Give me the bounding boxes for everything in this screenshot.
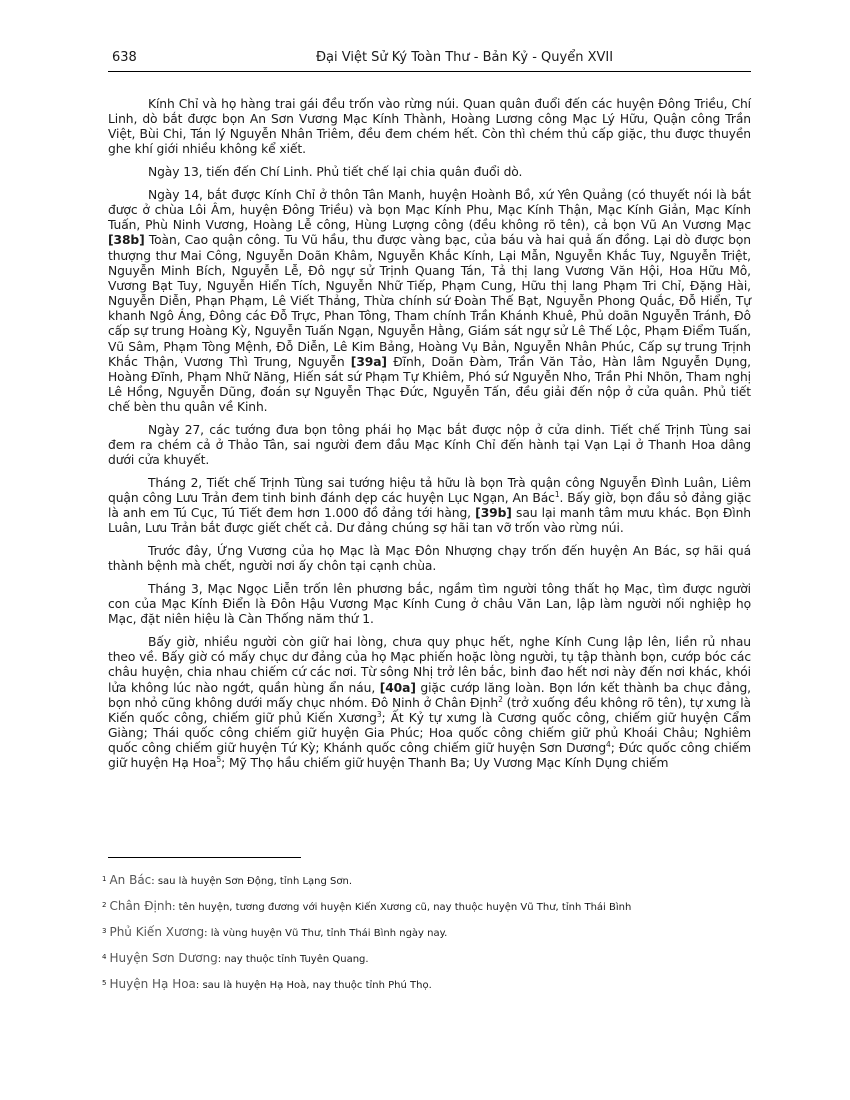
- paragraph-2: Ngày 13, tiến đến Chí Linh. Phủ tiết chế lại chia quân đuổi dò.: [148, 165, 523, 180]
- footnote-number: 1: [102, 875, 107, 883]
- footnote-text: : sau là huyện Sơn Động, tỉnh Lạng Sơn.: [151, 876, 353, 887]
- paragraph-6: Trước đây, Ứng Vương của họ Mạc là Mạc Đôn Nhượng chạy trốn đến huyện An Bác, sợ hãi quá thành bệnh mà chết, người nơi ấy chôn tại cạnh chùa.: [108, 544, 751, 574]
- footnote-text: : là vùng huyện Vũ Thư, tỉnh Thái Bình ngày nay.: [204, 928, 448, 939]
- text-run: (trở xuống đều không rõ tên), tự xưng là Kiến quốc công, chiếm giữ phủ Kiến Xương: [108, 695, 751, 725]
- body-text: [108, 97, 751, 779]
- footnote-ref[interactable]: 1: [554, 490, 560, 500]
- text-run: Ngày 14, bắt được Kính Chỉ ở thôn Tân Manh, huyện Hoành Bồ, xứ Yên Quảng (có thuyết nói là bắt được ở chùa Lôi Âm, huyện Đông Triều) và bọn Mạc Kính Phu, Mạc Kính Thận, Mạc Kính Giản, Mạc Kính Tuấn, Phù Ninh Vương, Hoàng Lễ công, Hùng Lượng công (đều không rõ tên), cả bọn Vũ An Vương Mạc: [108, 187, 751, 233]
- footnote: [102, 872, 762, 889]
- footnote-text: : tên huyện, tương đương với huyện Kiến Xương cũ, nay thuộc huyện Vũ Thư, tỉnh Thái Bình: [172, 902, 632, 913]
- footnote-text: : sau là huyện Hạ Hoà, nay thuộc tỉnh Phú Thọ.: [195, 980, 432, 991]
- text-run: Đĩnh, Doãn Đàm, Trần Văn Tảo, Hàn lâm Nguyễn Dụng, Hoàng Đĩnh, Phạm Nhữ Năng, Hiến sát sứ Phạm Tự Khiêm, Phó sứ Nguyễn Nho, Trần Phi Nhõn, Tham nghị Lê Hồng, Nguyễn Dũng, đoán sự Nguyễn Thạc Đức, Nguyễn Tấn, đều giải đến nộp ở cửa quân. Phủ tiết chế bèn thu quân về Kinh.: [108, 354, 751, 415]
- text-run: . Bấy giờ, bọn đầu sỏ đảng giặc là anh em Tú Cục, Tú Tiết đem hơn 1.000 đồ đảng tới hàng,: [108, 491, 751, 521]
- footnote-term: An Bác: [109, 873, 152, 887]
- page-number: 638: [112, 50, 137, 65]
- footnote-term: Chân Định: [109, 899, 173, 913]
- text-run: ; Ất Kỷ tự xưng là Cương quốc công, chiếm giữ huyện Cẩm Giàng; Thái quốc công chiếm giữ huyện Gia Phúc; Hoa quốc công chiếm giữ phủ Khoái Châu; Nghiêm quốc công chiếm giữ huyện Tứ Kỳ; Khánh quốc công chiếm giữ huyện Sơn Dương: [108, 710, 751, 756]
- footnote: [102, 924, 762, 941]
- footnote-term: Huyện Sơn Dương: [109, 951, 218, 965]
- page-header: [108, 49, 751, 72]
- paragraph-1: Kính Chỉ và họ hàng trai gái đều trốn vào rừng núi. Quan quân đuổi đến các huyện Đông Triều, Chí Linh, dò bắt được bọn An Sơn Vương Mạc Kính Thành, Hoàng Lương công Mạc Lý Hữu, Quận công Trần Việt, Bùi Chi, Tán lý Nguyễn Nhân Triêm, đều đem chém hết. Còn thì chém thủ cấp giặc, thu được thuyền ghe khí giới nhiều không kể xiết.: [108, 97, 751, 157]
- footnote-number: 4: [102, 953, 107, 961]
- text-run: Toàn, Cao quận công. Tu Vũ hầu, thu được vàng bạc, của báu và hai quả ấn đồng. Lại dò được bọn thượng thư Mai Công, Nguyễn Doãn Khâm, Nguyễn Khắc Kính, Lại Mẫn, Nguyễn Khắc Tuy, Nguyễn Triệt, Nguyễn Minh Bích, Nguyễn Lễ, Đô ngự sử Trịnh Quang Tán, Tả thị lang Vương Văn Hội, Hoa Hữu Mô, Vương Bạt Tuy, Nguyễn Hiển Tích, Nguyễn Nhữ Tiếp, Phạm Cung, Hữu thị lang Phạm Tri Chỉ, Đặng Hài, Nguyễn Diễn, Phạn Phạm, Lê Viết Thảng, Thừa chính sứ Đoàn Thế Bạt, Nguyễn Phong Quắc, Đỗ Hiển, Tự khanh Ngô Áng, Đông các Đỗ Trực, Phan Tông, Tham chính Trần Khánh Khuê, Phủ doãn Nguyễn Tránh, Đô cấp sự trung Hoàng Kỳ, Nguyễn Tuấn Ngạn, Nguyễn Hằng, Giám sát ngự sử Lê Thế Lộc, Phạm Điểm Tuấn, Vũ Sâm, Phạm Tòng Mệnh, Đỗ Diễn, Lê Kim Bảng, Hoàng Vụ Bản, Nguyễn Nhân Phúc, Cấp sự trung Trịnh Khắc Thận, Vương Thì Trung, Nguyễn: [108, 233, 751, 369]
- text-run: Tháng 2, Tiết chế Trịnh Tùng sai tướng hiệu tả hữu là bọn Trà quận công Nguyễn Đình Luân, Liêm quận công Lưu Trản đem tinh binh đánh dẹp các huyện Lục Ngạn, An Bác: [108, 475, 751, 506]
- text-run: ; Mỹ Thọ hầu chiếm giữ huyện Thanh Ba; Uy Vương Mạc Kính Dụng chiếm: [221, 756, 669, 771]
- footnote-ref[interactable]: 2: [498, 694, 503, 704]
- footnote-term: Phủ Kiến Xương: [109, 925, 205, 939]
- page-ref-marker: [39b]: [475, 506, 512, 521]
- text-run: Bấy giờ, nhiều người còn giữ hai lòng, chưa quy phục hết, nghe Kính Cung lập lên, liền rủ nhau theo về. Bấy giờ có mấy chục dư đảng của họ Mạc phiến hoặc lòng người, tụ tập thành bọn, cướp bóc các châu huyện, chia nhau chiếm cứ các nơi. Từ sông Nhị trở lên bắc, binh đao hết nơi này đến nơi khác, khói lửa không lúc nào ngớt, quần hùng ẩn náu,: [108, 635, 751, 695]
- footnote-number: 2: [102, 901, 107, 909]
- footnote: [102, 898, 762, 915]
- paragraph-4: Ngày 27, các tướng đưa bọn tông phái họ Mạc bắt được nộp ở cửa dinh. Tiết chế Trịnh Tùng sai đem ra chém cả ở Thảo Tân, sai người đem đầu Mạc Kính Chỉ đến hành tại Vạn Lại ở Thanh Hoa dâng dưới cửa khuyết.: [108, 422, 751, 468]
- footnote-text: : nay thuộc tỉnh Tuyên Quang.: [217, 954, 369, 965]
- page-ref-marker: [38b]: [108, 233, 145, 248]
- footnote-ref[interactable]: 5: [216, 755, 222, 765]
- paragraph-7: Tháng 3, Mạc Ngọc Liễn trốn lên phương bắc, ngầm tìm người tông thất họ Mạc, tìm được người con của Mạc Kính Điển là Đôn Hậu Vương Mạc Kính Cung ở châu Văn Lan, lập làm người nối nghiệp họ Mạc, đặt niên hiệu là Càn Thống năm thứ 1.: [108, 582, 751, 627]
- footnote-term: Huyện Hạ Hoa: [109, 977, 196, 991]
- page-ref-marker: [40a]: [379, 680, 416, 695]
- footnote-ref[interactable]: 3: [376, 709, 382, 719]
- paragraph-5: [108, 476, 751, 537]
- footnote-number: 3: [102, 927, 107, 935]
- footnote: [102, 976, 762, 993]
- footnote: [102, 950, 762, 967]
- paragraph-3: [108, 188, 751, 415]
- running-title: Đại Việt Sử Ký Toàn Thư - Bản Kỷ - Quyển XVII: [315, 50, 614, 65]
- footnote-number: 5: [102, 979, 107, 987]
- footnote-ref[interactable]: 4: [606, 740, 611, 750]
- footnotes: [102, 872, 762, 1002]
- text-run: sau lại manh tâm mưu khác. Bọn Đình Luân, Lưu Trản bắt được giết chết cả. Dư đảng chúng sợ hãi tan vỡ trốn vào rừng núi.: [108, 506, 752, 536]
- text-run: giặc cướp lăng loàn. Bọn lớn kết thành ba chục đảng, bọn nhỏ cũng không dưới mấy chục nhóm. Đô Ninh ở Chân Định: [108, 680, 751, 710]
- footnote-separator: [108, 857, 301, 858]
- text-run: ; Đức quốc công chiếm giữ huyện Hạ Hoa: [108, 741, 751, 771]
- paragraph-8: [108, 635, 751, 771]
- page-ref-marker: [39a]: [350, 354, 387, 369]
